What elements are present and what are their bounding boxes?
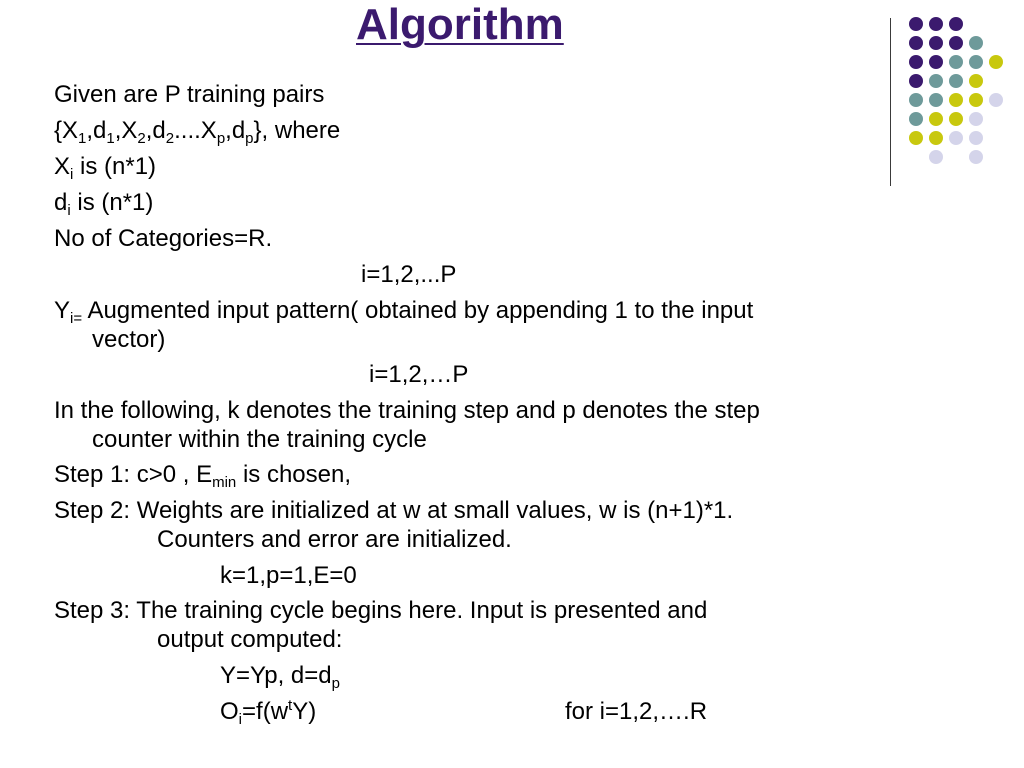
text-line: $Y_{i=}$ Augmented input pattern( obtained by appending 1 to the input (54, 297, 754, 327)
dot (929, 93, 943, 107)
dot (909, 131, 923, 145)
dot (949, 36, 963, 50)
dot (989, 55, 1003, 69)
text-line: k=1,p=1,E=0 (220, 562, 357, 589)
dot (909, 93, 923, 107)
dot (929, 36, 943, 50)
text-line: $d_i$ is (n*1) (54, 189, 154, 219)
dot (949, 112, 963, 126)
dot (949, 55, 963, 69)
dot (929, 131, 943, 145)
dot (969, 93, 983, 107)
text-line: i=1,2,…P (369, 361, 469, 388)
dot (969, 150, 983, 164)
dot (909, 112, 923, 126)
dot (929, 150, 943, 164)
text-line: $X_i$ is (n*1) (54, 153, 157, 183)
dot (969, 74, 983, 88)
dot (929, 55, 943, 69)
text-line: Step 2: Weights are initialized at w at small values, w is (n+1)*1. (54, 497, 734, 524)
text-line-continuation: Counters and error are initialized. (157, 526, 512, 553)
divider-line (890, 18, 891, 186)
dot (909, 55, 923, 69)
dot (909, 36, 923, 50)
dot (909, 17, 923, 31)
dot (929, 74, 943, 88)
text-line: $\{X_1,d_1,X_2,d_2....X_p,d_p\}$, where (54, 117, 341, 147)
dot (969, 131, 983, 145)
dot (929, 112, 943, 126)
slide-title: Algorithm (356, 0, 564, 49)
text-line: Given are P training pairs (54, 81, 325, 108)
dot (949, 93, 963, 107)
dot (929, 17, 943, 31)
text-line: Step 1: c>0 , $E_{min}$ is chosen, (54, 461, 352, 491)
dot (969, 112, 983, 126)
text-line: Y=Yp, $d=d_p$ (220, 662, 340, 692)
dot (949, 74, 963, 88)
dot (969, 36, 983, 50)
dot (949, 131, 963, 145)
text-line: i=1,2,...P (361, 261, 457, 288)
text-line: No of Categories=R. (54, 225, 273, 252)
text-line: for i=1,2,….R (565, 698, 708, 725)
dot (969, 55, 983, 69)
text-line: Step 3: The training cycle begins here. Input is presented and (54, 597, 708, 624)
text-line-continuation: vector) (92, 326, 166, 353)
dot (989, 93, 1003, 107)
text-line: $O_i=f(w^tY)$ (220, 697, 317, 728)
text-line-continuation: counter within the training cycle (92, 426, 427, 453)
dot (909, 74, 923, 88)
dot (949, 17, 963, 31)
text-line: In the following, k denotes the training step and p denotes the step (54, 397, 760, 424)
text-line-continuation: output computed: (157, 626, 343, 653)
